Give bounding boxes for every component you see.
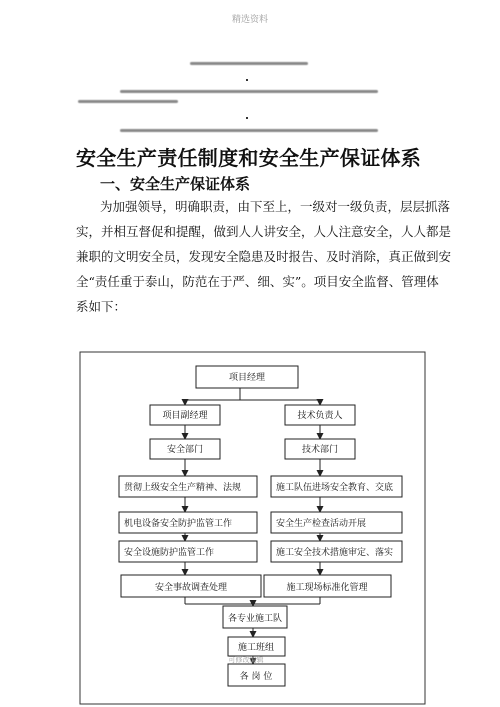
label-tech-dept: 技术部门 bbox=[301, 445, 339, 455]
label-project-manager: 项目经理 bbox=[228, 373, 266, 383]
paragraph-line: 为加强领导，明确职责，由下至上，一级对一级负责，层层抓落 bbox=[100, 199, 451, 214]
label-site-standardization: 施工现场标准化管理 bbox=[286, 583, 368, 593]
paragraph-line: 系如下： bbox=[76, 299, 127, 314]
paragraph-line: 实，并相互督促和提醒，做到人人讲安全，人人注意安全，人人都是 bbox=[76, 224, 452, 239]
paragraph-line: 兼职的文明安全员，发现安全隐患及时报告、及时消除，真正做到安 bbox=[76, 249, 452, 264]
label-work-groups: 施工班组 bbox=[237, 643, 275, 653]
label-accident-handling: 安全事故调查处理 bbox=[154, 583, 228, 593]
label-left-task-2: 机电设备安全防护监管工作 bbox=[124, 519, 233, 529]
label-right-task-2: 安全生产检查活动开展 bbox=[276, 519, 367, 529]
label-specialist-teams: 各专业施工队 bbox=[227, 614, 283, 624]
label-left-task-3: 安全设施防护监管工作 bbox=[124, 548, 215, 558]
label-safety-dept: 安全部门 bbox=[166, 445, 204, 455]
header-watermark: 精选资料 bbox=[231, 15, 268, 25]
label-positions: 各 岗 位 bbox=[239, 672, 273, 682]
label-left-task-1: 贯彻上级安全生产精神、法规 bbox=[124, 483, 242, 493]
label-right-task-3: 施工安全技术措施审定、落实 bbox=[276, 548, 394, 558]
document-title: 安全生产责任制度和安全生产保证体系 bbox=[76, 146, 422, 170]
footer-watermark: 可修改编辑 bbox=[228, 656, 264, 664]
section-heading: 一、安全生产保证体系 bbox=[100, 175, 251, 193]
label-right-task-1: 施工队伍进场安全教育、交底 bbox=[276, 483, 394, 493]
paragraph-line: 全“责任重于泰山，防范在于严、细、实”。项目安全监督、管理体 bbox=[76, 274, 439, 289]
label-deputy-manager: 项目副经理 bbox=[162, 411, 208, 421]
label-technical-lead: 技术负责人 bbox=[297, 411, 343, 421]
